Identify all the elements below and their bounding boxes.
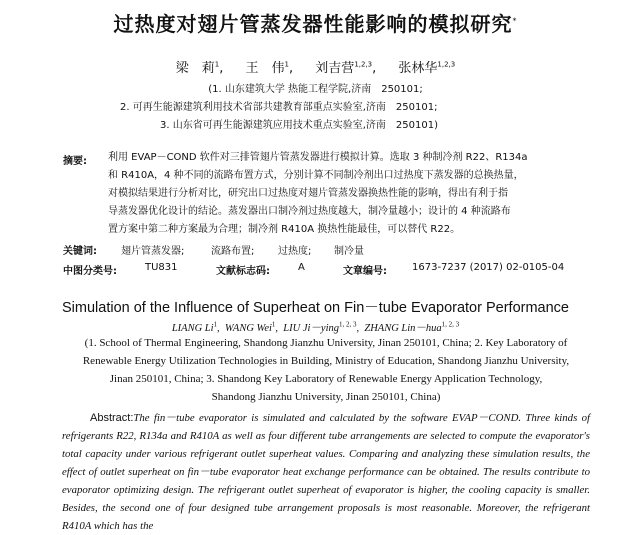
author-name: 梁 莉 [175, 61, 215, 76]
author-sup: 1,2,3 [437, 60, 456, 69]
doc-code-label: 文献标志码: [216, 266, 270, 277]
keywords-label: 关键词: [63, 246, 97, 257]
author-name: 刘吉营 [315, 61, 355, 76]
authors-en: LIANG Li$^1$, WANG Wei$^1$, LIU Ji－ying$^{1, 2, 3}$, ZHANG Lin－hua$^{1, 2, 3}$ [171, 320, 460, 334]
abstract-en-label: Abstract: [90, 412, 134, 424]
abstract-cn-line: 导蒸发器优化设计的结论。蒸发器出口制冷剂过热度越大，制冷量越小；设计的 4 种流路布 [108, 206, 511, 217]
article-no-label: 文章编号: [343, 266, 387, 277]
affiliation-en-1: (1. School of Thermal Engineering, Shandong Jianzhu University, Jinan 250101, China; 2. Key Laboratory of [84, 337, 568, 349]
abstract-cn-line: 置方案中第二种方案最为合理；制冷剂 R410A 换热性能最佳，可以替代 R22。 [108, 224, 461, 235]
affiliation-cn-2: 2. 可再生能源建筑利用技术省部共建教育部重点实验室,济南 250101; [120, 102, 438, 113]
paper-title-en: Simulation of the Influence of Superheat on Fin－tube Evaporator Performance [62, 300, 569, 316]
keyword: 流路布置; [211, 246, 255, 257]
keyword: 制冷量 [334, 246, 364, 257]
author-cn: 王 伟$^1$, [245, 60, 294, 76]
abstract-en-text: The fin－tube evaporator is simulated and calculated by the software EVAP－COND. Three kinds of refrigerants R22, R134a and R410A as well as four different tube arrangements are selected to compute the evaporator's total capacity under various refrigerant outlet superheat values. Comparing and analyzing these simulation results, the effect of outlet superheat on fin－tube evaporator heat exchange performance can be obtained. The results contribute to evaporator optimizing design. The refrigerant outlet superheat of evaporator is higher, the cooling capacity is smaller. Besides, the second one of four designed tube arrangement proposals is most reasonable. Moreover, the refrigerant R410A which has the [62, 412, 590, 532]
author-name: LIANG Li [171, 323, 214, 334]
author-name: WANG Wei [224, 323, 272, 334]
affiliation-en-2: Renewable Energy Utilization Technologies in Building, Ministry of Education, Shandong Jianzhu University, [82, 355, 570, 367]
author-en [283, 320, 357, 334]
author-name: LIU Ji－ying [283, 323, 339, 334]
author-en [364, 320, 460, 334]
author-en [224, 320, 276, 334]
abstract-cn-line: 利用 EVAP－COND 软件对三排管翅片管蒸发器进行模拟计算。选取 3 种制冷剂 R22、R134a [108, 152, 528, 163]
title-cn-text: 过热度对翅片管蒸发器性能影响的模拟研究 [113, 12, 513, 36]
author-name: ZHANG Lin－hua [364, 323, 442, 334]
keyword: 翅片管蒸发器; [121, 246, 185, 257]
author-sup: 1 [214, 60, 220, 69]
article-no-value: 1673-7237 (2017) 02-0105-04 [412, 262, 565, 273]
abstract-cn-line: 和 R410A，4 种不同的流路布置方式，分别计算不同制冷剂出口过热度下蒸发器的总换热量， [108, 170, 524, 181]
paper-title-cn [0, 8, 631, 37]
author-cn [398, 61, 455, 76]
affiliation-cn-3: 3. 山东省可再生能源建筑应用技术重点实验室,济南 250101) [160, 120, 438, 131]
abstract-cn-label: 摘要: [63, 156, 87, 167]
abstract-cn-line: 对模拟结果进行分析对比，研究出口过热度对翅片管蒸发器换热性能的影响，得出有利于指 [108, 188, 508, 199]
author-sup: 1 [213, 320, 218, 329]
abstract-cn [108, 149, 578, 239]
keyword: 过热度; [278, 246, 312, 257]
authors-cn [0, 57, 631, 76]
author-name: 王 伟 [245, 61, 285, 76]
author-cn: 梁 莉$^1$, [175, 60, 224, 76]
affiliation-cn-1: (1. 山东建筑大学 热能工程学院,济南 250101; [208, 84, 423, 95]
title-footnote-mark: * [512, 16, 518, 26]
author-cn: 刘吉营$^{1,2,3}$, [315, 60, 377, 76]
affiliation-en-3: Jinan 250101, China; 3. Shandong Key Laboratory of Renewable Energy Application Technology, [109, 373, 543, 385]
author-sup: 1, 2, 3 [338, 320, 357, 329]
author-en [171, 320, 218, 334]
clc-value: TU831 [145, 262, 178, 273]
clc-label: 中图分类号: [63, 266, 117, 277]
abstract-en [62, 409, 590, 535]
author-sup: 1,2,3 [354, 60, 373, 69]
author-name: 张林华 [398, 61, 438, 76]
author-sup: 1 [271, 320, 276, 329]
author-sup: 1 [284, 60, 290, 69]
author-sup: 1, 2, 3 [441, 320, 460, 329]
affiliation-en-4: Shandong Jianzhu University, Jinan 250101, China) [211, 391, 441, 403]
doc-code-value: A [298, 262, 305, 273]
